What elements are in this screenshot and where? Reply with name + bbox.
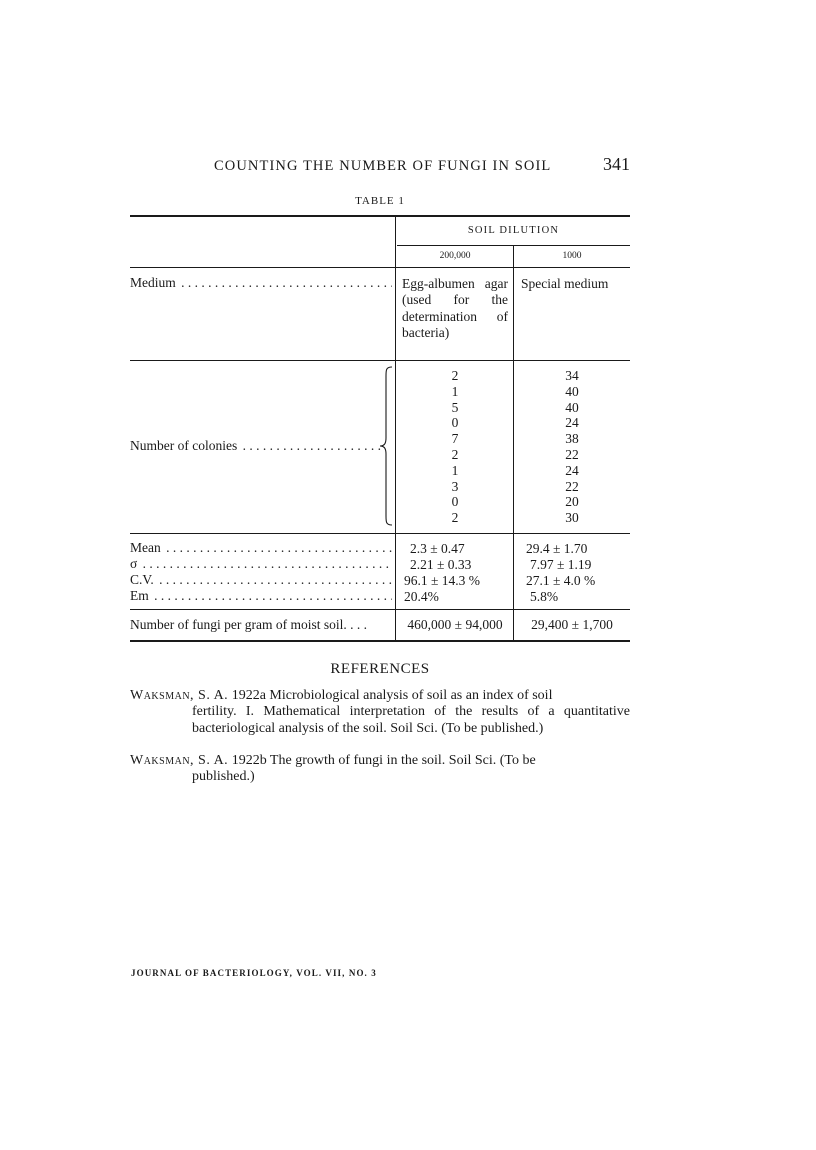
running-head [214,154,630,178]
fungi-per-gram-col1: 460,000 ± 94,000 [407,617,503,632]
table-bottom-rule [130,640,630,642]
colony-count: 1 [451,462,459,478]
colony-count: 22 [565,446,579,462]
colony-count: 34 [565,368,579,383]
cv-col2: 27.1 ± 4.0 % [526,573,596,588]
group-header: SOIL DILUTION [467,225,560,236]
sigma-col1: 2.21 ± 0.33 [410,557,472,572]
reference-item [130,688,630,737]
row-label-em: Em . . . [130,588,392,604]
reference-continuation: published.) [192,769,255,785]
colony-count: 3 [451,478,459,494]
reference-author: Waksman, S. A. [130,753,229,768]
medium-bottom-rule [130,360,630,361]
reference-item [130,753,630,786]
reference-text: 1922b The growth of fungi in the soil. Soil Sci. (To be [228,753,536,768]
page-number: 341 [603,154,630,174]
row-label-colonies: Number of colonies . . . [130,438,385,454]
colony-count: 24 [565,462,579,478]
references-heading: REFERENCES [330,661,430,677]
colony-count: 40 [565,399,579,415]
journal-footer: JOURNAL OF BACTERIOLOGY, VOL. VII, NO. 3 [131,968,377,978]
colony-count: 22 [565,478,579,494]
mean-col2: 29.4 ± 1.70 [526,541,588,556]
reference-continuation: fertility. I. Mathematical interpretation of the results of a quantitative bacteriological analysis of the soil. Soil Sci. (To be published.) [192,704,630,736]
row-label-fungi-per-gram: Number of fungi per gram of moist soil. . . . [130,617,367,632]
row-label-mean: Mean . . . [130,540,392,556]
column-header-1000: 1000 [562,251,582,261]
row-label-medium: Medium . . . [130,275,392,291]
em-col2: 5.8% [530,589,559,604]
mean-col1: 2.3 ± 0.47 [410,541,465,556]
colonies-col1 [397,368,513,526]
colony-count: 2 [451,368,459,383]
cv-col1: 96.1 ± 14.3 % [404,573,481,588]
colony-count: 0 [451,415,459,431]
fungi-per-gram-col2: 29,400 ± 1,700 [531,617,613,632]
colony-count: 2 [451,510,459,526]
colony-count: 40 [565,383,579,399]
medium-egg-albumen: Egg-albumen agar (used for the determination of bacteria) [402,276,508,340]
colony-count: 5 [451,399,459,415]
reference-author: Waksman, S. A. [130,688,229,703]
colony-count: 20 [565,494,579,510]
colony-count: 2 [451,446,459,462]
reference-text: 1922a Microbiological analysis of soil as an index of soil [228,688,553,703]
colony-count: 24 [565,415,579,431]
row-label-cv: C.V. . . . [130,572,392,588]
row-label-sigma: σ . . . [130,556,392,572]
table-top-rule [130,215,630,217]
left-brace [378,366,394,526]
column-divider-left [395,215,396,640]
colonies-bottom-rule [130,533,630,534]
stats-bottom-rule [130,609,630,610]
colony-count: 0 [451,494,459,510]
column-header-200000: 200,000 [439,251,471,261]
colony-count: 38 [565,431,579,447]
colony-count: 7 [451,431,459,447]
header-bottom-rule [130,267,630,268]
colony-count: 30 [565,510,579,526]
running-head-title: COUNTING THE NUMBER OF FUNGI IN SOIL [214,158,552,174]
em-col1: 20.4% [404,589,439,604]
sigma-col2: 7.97 ± 1.19 [530,557,592,572]
table-label: TABLE 1 [355,195,405,207]
medium-special: Special medium [521,276,609,291]
colony-count: 1 [451,383,459,399]
colonies-col2 [514,368,630,526]
